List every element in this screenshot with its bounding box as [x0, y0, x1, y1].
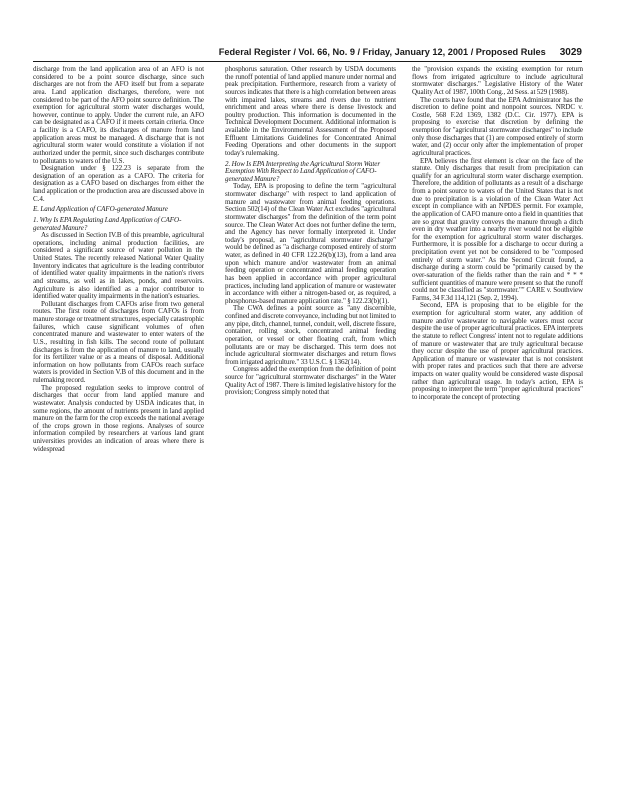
- paragraph: The proposed regulation seeks to improve control of discharges that occur from land applied manure and wastewater. Analysis conducted by USDA indicates that, in some regions, the amount of nutrients present in land applied manure on the farm for the crop exceeds the national average of the crops grown in those regions. Analyses of source information compiled by researchers at various land grant universities provides an indication of areas where there is widespread: [33, 383, 204, 453]
- text-column-3: [412, 66, 583, 788]
- running-head-text: Federal Register / Vol. 66, No. 9 / Friday, January 12, 2001 / Proposed Rules: [218, 47, 546, 57]
- running-header: [33, 47, 582, 61]
- text-column-2: [225, 66, 396, 788]
- paragraph: Second, EPA is proposing that to be eligible for the exemption for agricultural storm water, any addition of manure and/or wastewater to navigable waters must occur despite the use of proper agricultural practices. EPA interprets the statute to reflect Congress' intent not to regulate additions of manure or wastewater that are truly agricultural because they occur despite the use of proper agricultural practices. Application of manure or wastewater that is not consistent with proper rates and practices such that there are adverse impacts on water quality would be considered waste disposal rather than agricultural usage. In today's action, EPA is proposing to interpret the term "proper agricultural practices" to incorporate the concept of protecting: [412, 301, 583, 401]
- subsection-heading: 1. Why Is EPA Regulating Land Application of CAFO-generated Manure?: [33, 215, 182, 232]
- paragraph: Pollutant discharges from CAFOs arise from two general routes. The first route of discharges from CAFOs is from manure storage or treatment structures, especially catastrophic failures, which cause significant volumes of often concentrated manure and wastewater to enter waters of the U.S., resulting in fish kills. The second route of pollutant discharges is from the application of manure to land, usually for its fertilizer value or as a means of disposal. Additional information on how pollutants from CAFOs reach surface waters is provided in Section V.B of this document and in the rulemaking record.: [33, 299, 204, 384]
- paragraph: the "provision expands the existing exemption for return flows from irrigated agriculture to include agricultural stormwater discharges." Legislative History of the Water Quality Act of 1987, 100th Cong., 2d Sess. at 529 (1988).: [412, 66, 583, 96]
- paragraph: Today, EPA is proposing to define the term "agricultural stormwater discharge" with respect to land application of manure and wastewater from animal feeding operations. Section 502(14) of the Clean Water Act excludes "agricultural stormwater discharges" from the definition of the term point source. The Clean Water Act does not further define the term, and the Agency has never formally interpreted it. Under today's proposal, an "agricultural stormwater discharge" would be defined as "a discharge composed entirely of storm water, as defined in 40 CFR 122.26(b)(13), from a land area upon which manure and/or wastewater from an animal feeding operation or concentrated animal feeding operation has been applied in accordance with proper agricultural practices, including land application of manure or wastewater in accordance with either a nitrogen-based or, as required, a phosphorus-based manure application rate." § 122.23(b)(1).: [225, 182, 396, 305]
- page-number: 3029: [559, 47, 582, 58]
- paragraph: The courts have found that the EPA Administrator has the discretion to define point and nonpoint sources. NRDC v. Costle, 568 F.2d 1369, 1382 (D.C. Cir. 1977). EPA is proposing to exercise that discretion by defining the exemption for "agricultural stormwater discharges" to include only those discharges that (1) are composed entirely of storm water, and (2) occur only after the implementation of proper agricultural practices.: [412, 95, 583, 157]
- paragraph: As discussed in Section IV.B of this preamble, agricultural operations, including animal production facilities, are considered a significant source of water pollution in the United States. The recently released National Water Quality Inventory indicates that agriculture is the leading contributor of identified water quality impairments in the nation's rivers and streams, as well as in lakes, ponds, and reservoirs. Agriculture is also identified as a major contributor to identified water quality impairments in the nation's estuaries.: [33, 231, 204, 301]
- paragraph: EPA believes the first element is clear on the face of the statute. Only discharges that result from precipitation can qualify for an agricultural storm water discharge exemption. Therefore, the addition of pollutants as a result of a discharge from a point source to waters of the United States that is not due to precipitation is a violation of the Clean Water Act except in compliance with an NPDES permit. For example, the application of CAFO manure onto a field in quantities that are so great that gravity conveys the manure through a ditch even in dry weather into a nearby river would not be eligible for the exemption for agricultural storm water discharges. Furthermore, it is possible for a discharge to occur during a precipitation event yet not be considered to be "composed entirely of storm water." As the Second Circuit found, a discharge during a storm could be "primarily caused by the over-saturation of the fields rather than the rain and * * * sufficient quantities of manure were present so that the runoff could not be classified as "stormwater."" CARE v. Southview Farms, 34 F.3d 114,121 (Sep. 2, 1994).: [412, 156, 583, 302]
- header-rule: [33, 61, 582, 62]
- paragraph: The CWA defines a point source as "any discernible, confined and discrete conveyance, including but not limited to any pipe, ditch, channel, tunnel, conduit, well, discrete fissure, container, rolling stock, concentrated animal feeding operation, or vessel or other floating craft, from which pollutants are or may be discharged. This term does not include agricultural stormwater discharges and return flows from irrigated agriculture." 33 U.S.C. § 1362(14).: [225, 304, 396, 366]
- paragraph: Designation under § 122.23 is separate from the designation of an operation as a CAFO. The criteria for designation as a CAFO based on discharges from either the land application or the production area are discussed above in C.4.: [33, 164, 204, 203]
- section-heading: E. Land Application of CAFO-generated Manure: [33, 205, 168, 214]
- paragraph: Congress added the exemption from the definition of point source for "agricultural stormwater discharges" in the Water Quality Act of 1987. There is limited legislative history for the provision; Congress simply noted that: [225, 365, 396, 397]
- text-column-1: [33, 66, 204, 788]
- paragraph: discharge from the land application area of an AFO is not considered to be a point source discharge, since such discharges are not from the AFO itself but from a separate area. Land application discharges, therefore, were not considered to be part of the AFO point source definition. The exemption for agricultural storm water discharges would, however, continue to apply. Under the current rule, an AFO can be designated as a CAFO if it meets certain criteria. Once a facility is a CAFO, its discharges of manure from land application areas must be managed. A discharge that is not agricultural storm water would constitute a violation if not authorized under the permit, since such discharges contribute to pollutants to waters of the U.S.: [33, 66, 204, 165]
- subsection-heading: 2. How Is EPA Interpreting the Agricultural Storm Water Exemption With Respect to Land Application of CAFO-generated Manure?: [225, 159, 381, 183]
- paragraph: phosphorus saturation. Other research by USDA documents the runoff potential of land applied manure under normal and peak precipitation. Furthermore, research from a variety of sources indicates that there is a high correlation between areas with impaired lakes, streams and rivers due to nutrient enrichment and areas where there is dense livestock and poultry production. This information is documented in the Technical Development Document. Additional information is available in the Environmental Assessment of the Proposed Effluent Limitations Guidelines for Concentrated Animal Feeding Operations and other documents in the support today's rulemaking.: [225, 66, 396, 157]
